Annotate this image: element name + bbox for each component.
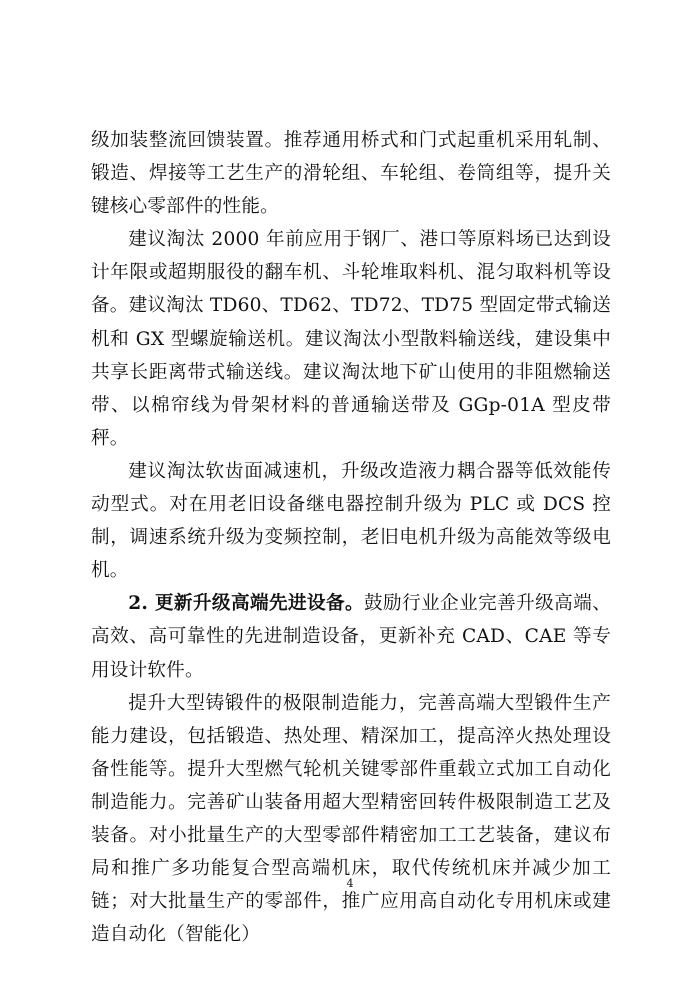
page-number: 4 [346, 877, 354, 890]
paragraph-1-text: 级加装整流回馈装置。推荐通用桥式和门式起重机采用轧制、锻造、焊接等工艺生产的滑轮组、车轮组、卷筒组等，提升关键核心零部件的性能。 [91, 130, 611, 218]
body-text [91, 124, 611, 951]
paragraph-2-text: 建议淘汰 2000 年前应用于钢厂、港口等原料场已达到设计年限或超期服役的翻车机、斗轮堆取料机、混匀取料机等设备。建议淘汰 TD60、TD62、TD72、TD75 型固定带式输送机和 GX 型螺旋输送机。建议淘汰小型散料输送线，建设集中共享长距离带式输送线。建议淘汰地下矿山使用的非阻燃输送带、以棉帘线为骨架材料的普通输送带及 GGp-01A 型皮带秤。 [91, 229, 611, 449]
paragraph-3 [91, 455, 611, 587]
paragraph-3-text: 建议淘汰软齿面减速机，升级改造液力耦合器等低效能传动型式。对在用老旧设备继电器控制升级为 PLC 或 DCS 控制，调速系统升级为变频控制，老旧电机升级为高能效等级电机。 [91, 460, 611, 582]
section-heading: 2. 更新升级高端先进设备。 [128, 593, 365, 615]
paragraph-4 [91, 587, 611, 686]
paragraph-5-text: 提升大型铸锻件的极限制造能力，完善高端大型锻件生产能力建设，包括锻造、热处理、精深加工，提高淬火热处理设备性能等。提升大型燃气轮机关键零部件重载立式加工自动化制造能力。完善矿山装备用超大型精密回转件极限制造工艺及装备。对小批量生产的大型零部件精密加工工艺装备，建议布局和推广多功能复合型高端机床，取代传统机床并减少加工链；对大批量生产的零部件，推广应用高自动化专用机床或建造自动化（智能化） [91, 692, 611, 946]
paragraph-1 [91, 124, 611, 223]
paragraph-2 [91, 223, 611, 455]
paragraph-5 [91, 687, 611, 952]
paragraph-4-text: 鼓励行业企业完善升级高端、高效、高可靠性的先进制造设备，更新补充 CAD、CAE 等专用设计软件。 [91, 593, 611, 681]
